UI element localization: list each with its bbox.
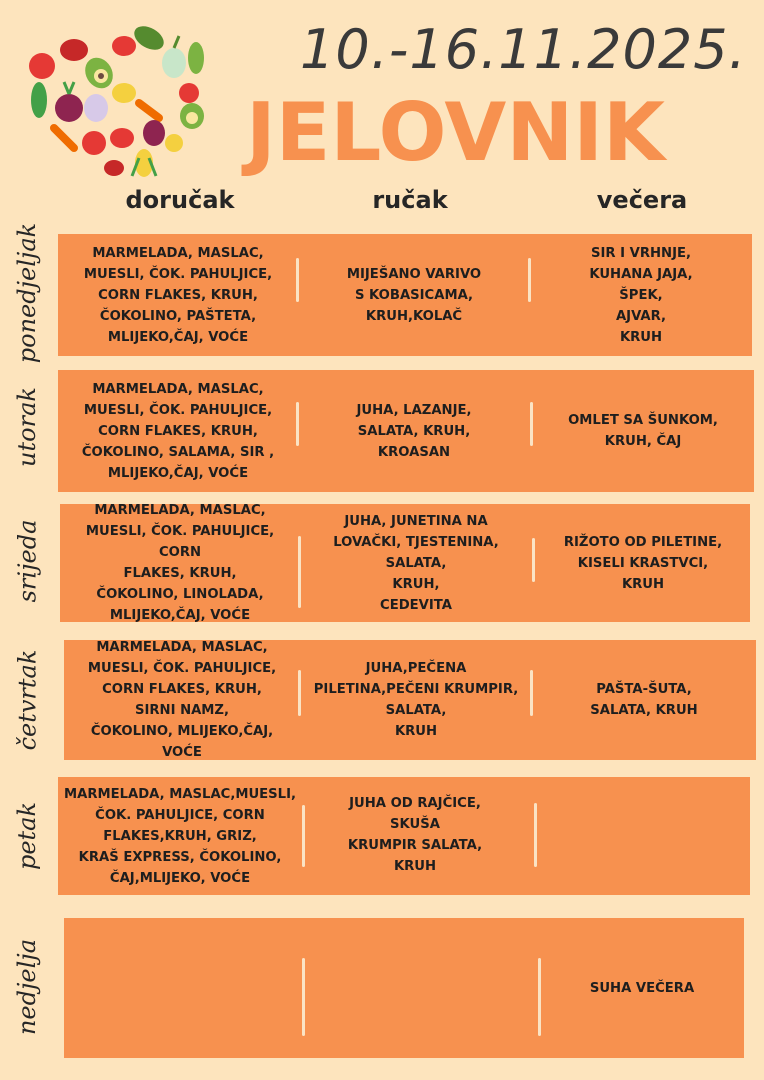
column-divider bbox=[532, 538, 535, 582]
menu-row-sunday bbox=[64, 918, 744, 1058]
column-divider bbox=[530, 670, 533, 716]
column-divider bbox=[296, 258, 299, 302]
dinner-cell: PAŠTA-ŠUTA, SALATA, KRUH bbox=[590, 682, 698, 718]
menu-row-friday bbox=[58, 777, 750, 895]
column-divider bbox=[538, 958, 541, 1036]
day-label-monday: ponedjeljak bbox=[13, 222, 42, 364]
breakfast-cell: MARMELADA, MASLAC, MUESLI, ČOK. PAHULJICE, CORN FLAKES, KRUH, ČOKOLINO, PAŠTETA, MLIJEKO,ČAJ, VOĆE bbox=[83, 245, 273, 345]
column-header-lunch: ručak bbox=[372, 186, 448, 214]
lunch-cell: JUHA, JUNETINA NA LOVAČKI, TJESTENINA, SALATA, KRUH, CEDEVITA bbox=[333, 513, 499, 613]
column-divider bbox=[302, 958, 305, 1036]
breakfast-cell bbox=[64, 918, 302, 1058]
dinner-cell: SIR I VRHNJE, KUHANA JAJA, ŠPEK, AJVAR, KRUH bbox=[589, 245, 693, 345]
breakfast-cell: MARMELADA, MASLAC, MUESLI, ČOK. PAHULJICE, CORN FLAKES, KRUH, ČOKOLINO, LINOLADA, MLIJEKO,ČAJ, VOĆE bbox=[85, 503, 275, 623]
menu-row-wednesday bbox=[60, 504, 750, 622]
lunch-cell: JUHA,PEČENA PILETINA,PEČENI KRUMPIR, SALATA, KRUH bbox=[313, 661, 519, 739]
lunch-cell: JUHA OD RAJČICE, SKUŠA KRUMPIR SALATA, KRUH bbox=[347, 796, 483, 874]
day-label-wednesday: srijeda bbox=[13, 519, 41, 603]
day-label-thursday: četvrtak bbox=[13, 649, 42, 751]
lunch-cell: JUHA, LAZANJE, SALATA, KRUH, KROASAN bbox=[356, 402, 472, 460]
column-divider bbox=[302, 805, 305, 867]
column-divider bbox=[298, 670, 301, 716]
dinner-cell: SUHA VEČERA bbox=[589, 980, 695, 996]
column-header-breakfast: doručak bbox=[125, 186, 235, 214]
dinner-cell bbox=[538, 777, 748, 895]
column-divider bbox=[296, 402, 299, 446]
breakfast-cell: MARMELADA, MASLAC,MUESLI, ČOK. PAHULJICE, CORN FLAKES,KRUH, GRIZ, KRAŠ EXPRESS, ČOKOLINO, ČAJ,MLIJEKO, VOĆE bbox=[63, 786, 296, 886]
date-range: 10.-16.11.2025. bbox=[300, 18, 747, 81]
page-title: JELOVNIK bbox=[246, 86, 666, 179]
lunch-cell: MIJEŠANO VARIVO S KOBASICAMA, KRUH,KOLAČ bbox=[346, 266, 482, 324]
column-divider bbox=[530, 402, 533, 446]
menu-row-monday bbox=[58, 234, 752, 356]
column-divider bbox=[528, 258, 531, 302]
column-divider bbox=[298, 536, 301, 608]
vegetable-heart-icon bbox=[14, 8, 214, 188]
day-label-tuesday: utorak bbox=[13, 387, 41, 467]
menu-row-thursday bbox=[64, 640, 756, 760]
breakfast-cell: MARMELADA, MASLAC, MUESLI, ČOK. PAHULJICE, CORN FLAKES, KRUH, SIRNI NAMZ, ČOKOLINO, MLIJEKO,ČAJ, VOĆE bbox=[87, 640, 277, 760]
day-label-sunday: nedjelja bbox=[13, 938, 41, 1036]
lunch-cell bbox=[306, 918, 538, 1058]
dinner-cell: OMLET SA ŠUNKOM, KRUH, ČAJ bbox=[568, 413, 718, 449]
column-header-dinner: večera bbox=[596, 186, 688, 214]
day-label-friday: petak bbox=[13, 801, 41, 871]
breakfast-cell: MARMELADA, MASLAC, MUESLI, ČOK. PAHULJICE, CORN FLAKES, KRUH, ČOKOLINO, SALAMA, SIR , MLIJEKO,ČAJ, VOĆE bbox=[81, 381, 275, 481]
dinner-cell: RIŽOTO OD PILETINE, KISELI KRASTVCI, KRUH bbox=[563, 534, 723, 592]
menu-row-tuesday bbox=[58, 370, 754, 492]
column-divider bbox=[534, 803, 537, 867]
